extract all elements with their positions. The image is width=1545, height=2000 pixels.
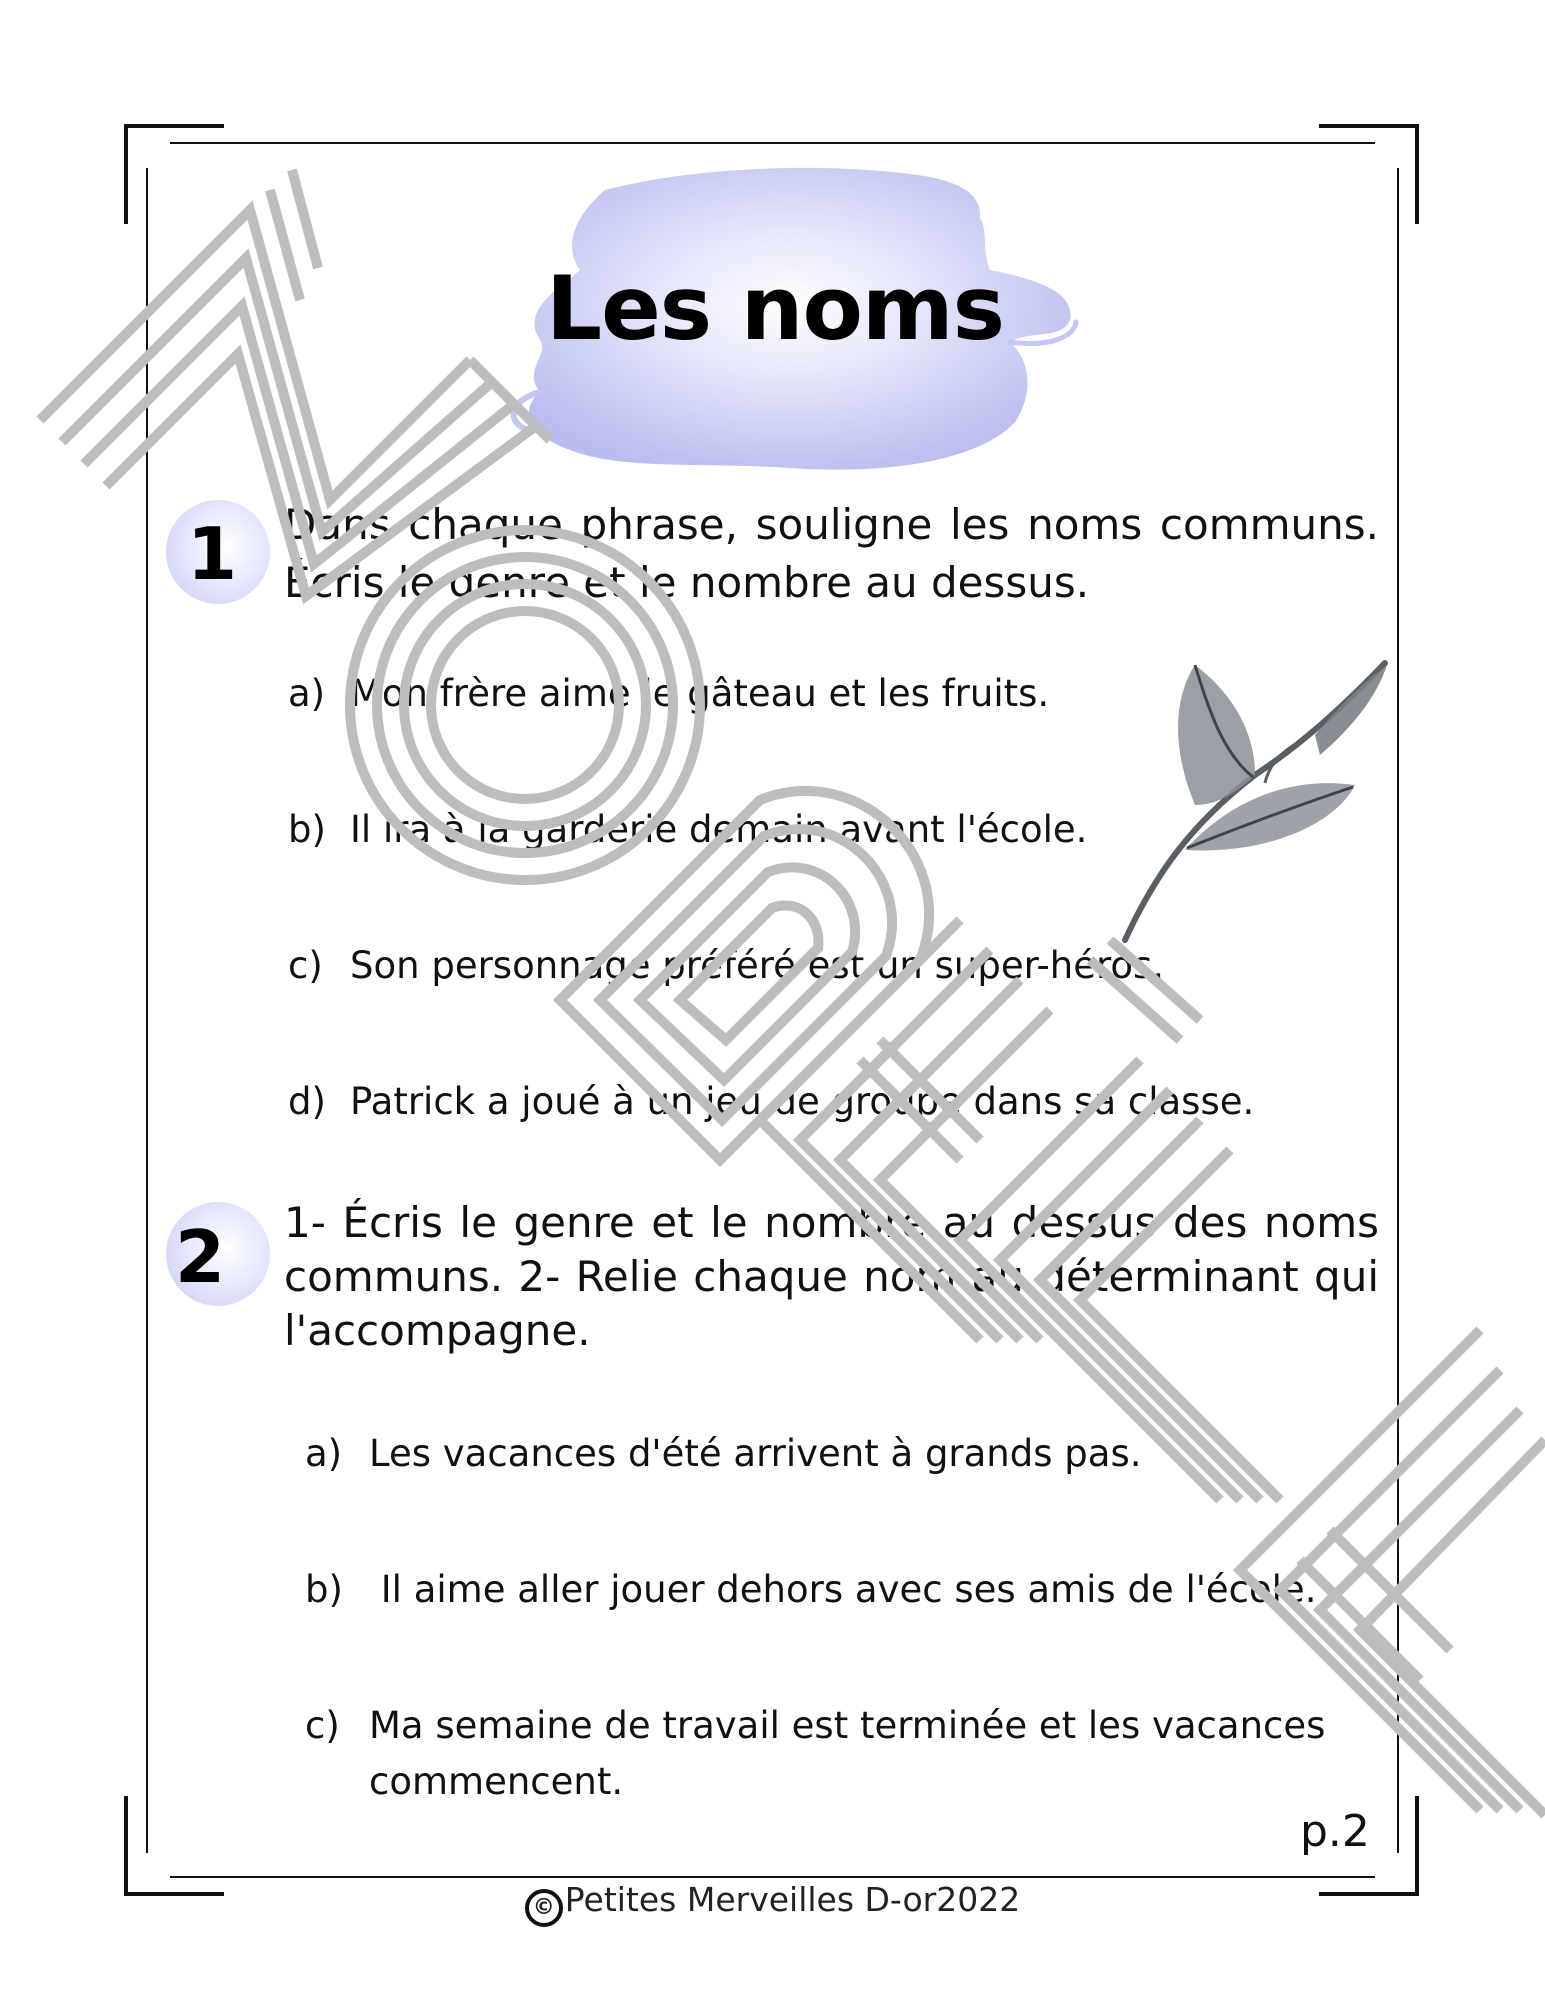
frame-corner-tl-v [124, 124, 128, 224]
item-label: c) [305, 1704, 340, 1747]
frame-border-right [1397, 168, 1399, 1853]
leaf-branch-illustration [1115, 655, 1395, 945]
item-label: a) [288, 672, 326, 715]
item-text: Son personnage préféré est un super-héros. [350, 944, 1165, 987]
frame-corner-tr-v [1415, 124, 1419, 224]
copyright-icon: © [525, 1889, 563, 1927]
exercise-2-number: 2 [174, 1215, 226, 1299]
exercise-1-item-a [288, 666, 1049, 722]
exercise-1-instruction: Dans chaque phrase, souligne les noms communs. Écris le genre et le nombre au dessus. [284, 500, 1379, 607]
page-number: p.2 [1300, 1806, 1370, 1857]
footer-copyright [0, 1880, 1545, 1927]
exercise-1-item-d [288, 1074, 1254, 1130]
frame-corner-tr-h [1319, 124, 1419, 128]
frame-corner-tl-h [124, 124, 224, 128]
exercise-1-item-b [288, 802, 1087, 858]
item-text: Patrick a joué à un jeu de groupe dans sa classe. [350, 1080, 1255, 1123]
item-text: Il aime aller jouer dehors avec ses amis de l'école. [369, 1568, 1317, 1611]
item-text: Ma semaine de travail est terminée et les vacances commencent. [369, 1704, 1326, 1803]
frame-border-bottom [170, 1876, 1375, 1878]
exercise-2-item-c [305, 1698, 1369, 1810]
exercise-2-item-b [305, 1562, 1316, 1618]
item-text: Il ira à la garderie demain avant l'école. [350, 808, 1088, 851]
exercise-1-item-c [288, 938, 1164, 994]
footer-text: Petites Merveilles D-or2022 [564, 1880, 1021, 1919]
frame-border-left [146, 168, 148, 1853]
item-text: Mon frère aime le gâteau et les fruits. [350, 672, 1050, 715]
item-label: d) [288, 1080, 326, 1123]
item-label: a) [305, 1432, 343, 1475]
exercise-2-instruction: 1- Écris le genre et le nombre au dessus des noms communs. 2- Relie chaque nom au déterminant qui l'accompagne. [284, 1198, 1379, 1355]
item-label: b) [288, 808, 326, 851]
exercise-2-item-a [305, 1426, 1141, 1482]
frame-border-top [170, 142, 1375, 144]
page-title: Les noms [546, 257, 1004, 360]
item-label: b) [305, 1568, 343, 1611]
item-text: Les vacances d'été arrivent à grands pas. [369, 1432, 1142, 1475]
exercise-1-number: 1 [186, 512, 238, 596]
item-label: c) [288, 944, 323, 987]
